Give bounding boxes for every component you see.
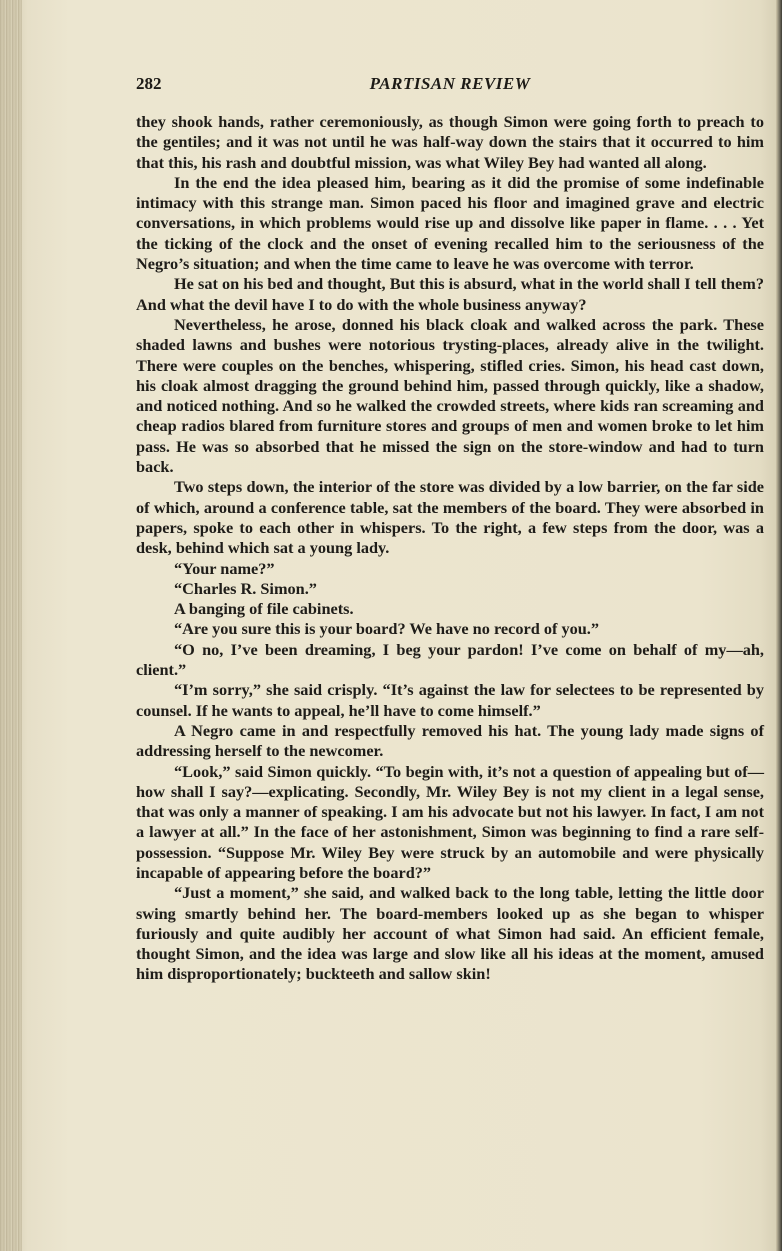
paragraph: Two steps down, the interior of the store was divided by a low barrier, on the far side of which, around a conference table, sat the members of the board. They were absorbed in papers, spoke to each other in whispers. To the right, a few steps from the door, was a desk, behind which sat a young lady.: [136, 477, 764, 558]
paragraph: “Look,” said Simon quickly. “To begin with, it’s not a question of appealing but of—how shall I say?—explicating. Secondly, Mr. Wiley Bey is not my client in a legal sense, that was only a manner of speaking. I am his advocate but not his lawyer. In fact, I am not a lawyer at all.” In the face of her astonishment, Simon was beginning to find a rare self-possession. “Suppose Mr. Wiley Bey were struck by an automobile and were physically incapable of appearing before the board?”: [136, 761, 764, 882]
page-header: [136, 74, 764, 98]
paragraph: A Negro came in and respectfully removed his hat. The young lady made signs of addressing herself to the newcomer.: [136, 720, 764, 761]
paragraph: “Your name?”: [174, 558, 275, 578]
body-text: [136, 112, 764, 985]
paragraph: In the end the idea pleased him, bearing as it did the promise of some indefinable intimacy with this strange man. Simon paced his floor and imagined grave and electric conversations, in which problems would rise up and dissolve like paper in flame. . . . Yet the ticking of the clock and the onset of evening recalled him to the seriousness of the Negro’s situation; and when the time came to leave he was overcome with terror.: [136, 172, 764, 274]
page-binding-edge: [0, 0, 22, 1251]
paragraph: “O no, I’ve been dreaming, I beg your pardon! I’ve come on behalf of my—ah, client.”: [136, 639, 764, 680]
paragraph: “Just a moment,” she said, and walked back to the long table, letting the little door swing smartly behind her. The board-members looked up as she began to whisper furiously and quite audibly her account of what Simon had said. An efficient female, thought Simon, and the idea was large and slow like all his ideas at the moment, amused him disproportionately; buckteeth and sallow skin!: [136, 883, 764, 984]
page-right-edge: [776, 0, 782, 1251]
paragraph: “I’m sorry,” she said crisply. “It’s against the law for selectees to be represented by counsel. If he wants to appeal, he’ll have to come himself.”: [136, 680, 764, 720]
paragraph: He sat on his bed and thought, But this is absurd, what in the world shall I tell them? And what the devil have I to do with the whole business anyway?: [136, 274, 764, 314]
paragraph: they shook hands, rather ceremoniously, as though Simon were going forth to preach to the gentiles; and it was not until he was half-way down the stairs that it occurred to him that this, his rash and doubtful mission, was what Wiley Bey had wanted all along.: [136, 112, 764, 172]
page-number: 282: [136, 74, 162, 93]
paragraph: “Are you sure this is your board? We have no record of you.”: [174, 619, 599, 639]
paragraph: Nevertheless, he arose, donned his black cloak and walked across the park. These shaded lawns and bushes were notorious trysting-places, already alive in the twilight. There were couples on the benches, whispering, stifled cries. Simon, his head cast down, his cloak almost dragging the ground behind him, passed through quickly, like a shadow, and noticed nothing. And so he walked the crowded streets, where kids ran screaming and cheap radios blared from furniture stores and groups of men and women broke to let him pass. He was so absorbed that he missed the sign on the store-window and had to turn back.: [136, 314, 764, 477]
paragraph: “Charles R. Simon.”: [174, 578, 317, 598]
paragraph: A banging of file cabinets.: [174, 599, 354, 619]
running-head: PARTISAN REVIEW: [369, 74, 531, 93]
